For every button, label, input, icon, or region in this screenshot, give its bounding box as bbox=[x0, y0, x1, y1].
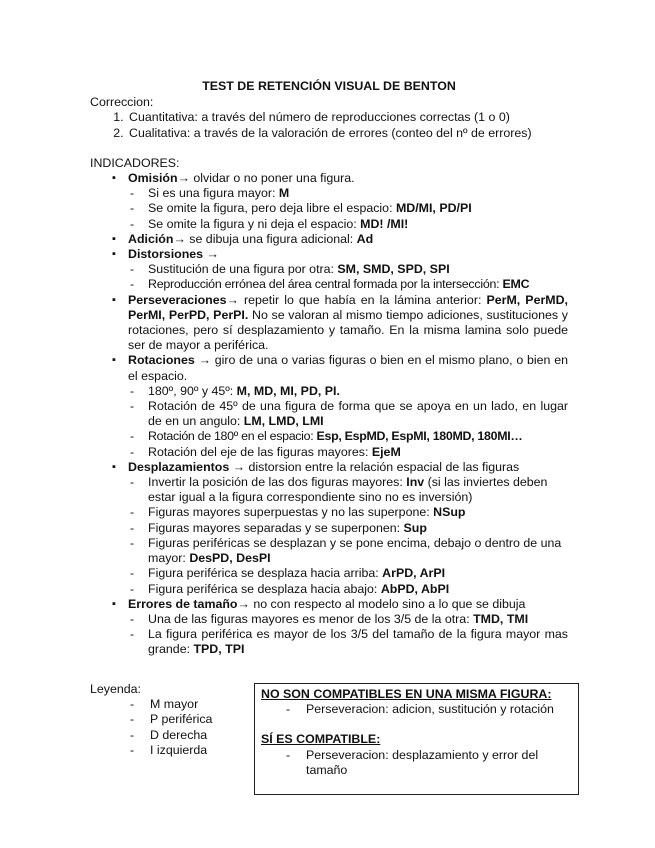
not-compatible-heading: NO SON COMPATIBLES EN UNA MISMA FIGURA: bbox=[261, 687, 552, 701]
correccion-item: 2. Cualitativa: a través de la valoración de errores (conteo del nº de errores) bbox=[127, 126, 568, 141]
indicador-perseveraciones bbox=[90, 293, 568, 354]
code: TPD, TPI bbox=[193, 642, 245, 657]
desc: → se dibuja una figura adicional: bbox=[173, 231, 357, 246]
sub-item: - Reproducción errónea del área central formada por la intersección: EMC bbox=[128, 277, 568, 292]
desc: → bbox=[203, 247, 219, 262]
leyenda bbox=[90, 682, 250, 758]
term: Errores de tamaño bbox=[128, 596, 238, 611]
code: Ad bbox=[356, 231, 374, 246]
code: M bbox=[278, 186, 290, 201]
sub-item: - Rotación de 45º de una figura de forma que se apoya en un lado, en lugar de en un angulo: LM, LMD, LMI bbox=[128, 399, 568, 429]
indicador-desplazamientos bbox=[90, 460, 568, 597]
code: PerM, PerMD, PerMI, PerPD, PerPI. bbox=[128, 292, 568, 322]
indicador-omision bbox=[90, 171, 568, 232]
sub-item: - Figura periférica se desplaza hacia abajo: AbPD, AbPI bbox=[128, 582, 568, 597]
leyenda-item: - P periférica bbox=[130, 712, 250, 727]
code: M, MD, MI, PD, PI. bbox=[236, 383, 340, 398]
code: EjeM bbox=[371, 444, 401, 459]
code: ArPD, ArPI bbox=[382, 566, 446, 581]
term: Rotaciones bbox=[128, 353, 195, 368]
indicador-adicion bbox=[90, 232, 568, 247]
indicador-rotaciones bbox=[90, 353, 568, 459]
code: NSup bbox=[433, 505, 466, 520]
term: Desplazamientos bbox=[128, 459, 230, 474]
code: Sup bbox=[403, 520, 427, 535]
desc: → olvidar o no poner una figura. bbox=[177, 171, 355, 186]
compatibility-box bbox=[254, 683, 579, 795]
leyenda-item: - D derecha bbox=[130, 728, 250, 743]
sub-item: - Figuras periféricas se desplazan y se pone encima, debajo o dentro de una mayor: DesPD, DesPI bbox=[128, 536, 568, 566]
desc: → no con respecto al modelo sino a lo que se dibuja bbox=[237, 596, 526, 611]
term: Distorsiones bbox=[128, 247, 204, 262]
sub-item: - 180º, 90º y 45º: M, MD, MI, PD, PI. bbox=[128, 384, 568, 399]
sub-item: - Sustitución de una figura por otra: SM, SMD, SPD, SPI bbox=[128, 262, 568, 277]
leyenda-item: - I izquierda bbox=[130, 743, 250, 758]
term: Perseveraciones bbox=[128, 292, 227, 307]
sub-item: - Figuras mayores separadas y se superponen: Sup bbox=[128, 521, 568, 536]
code: Inv bbox=[406, 475, 425, 490]
sub-item: - Figuras mayores superpuestas y no las superpone: NSup bbox=[128, 505, 568, 520]
correccion-list bbox=[90, 110, 568, 140]
code: SM, SMD, SPD, SPI bbox=[337, 262, 450, 277]
term: Omisión bbox=[128, 171, 178, 186]
sub-item: - La figura periférica es mayor de los 3/5 del tamaño de la figura mayor mas grande: TPD, TPI bbox=[128, 627, 568, 657]
correccion-label: Correccion: bbox=[90, 95, 154, 110]
not-compatible-item: - Perseveracion: adicion, sustitución y rotación bbox=[286, 702, 572, 717]
desc: → distorsion entre la relación espacial de las figuras bbox=[229, 459, 520, 474]
sub-item: - Figura periférica se desplaza hacia arriba: ArPD, ArPI bbox=[128, 566, 568, 581]
desc-rest: No se valoran al mismo tiempo adiciones, sustituciones y rotaciones, pero sí desplazamiento y tamaño. En la misma lamina solo puede ser de mayor a periférica. bbox=[128, 307, 568, 353]
sub-item: - Se omite la figura, pero deja libre el espacio: MD/MI, PD/PI bbox=[128, 201, 568, 216]
code: TMD, TMI bbox=[473, 611, 529, 626]
leyenda-item: - M mayor bbox=[130, 697, 250, 712]
leyenda-label: Leyenda: bbox=[90, 682, 141, 696]
code: Esp, EspMD, EspMI, 180MD, 180MI… bbox=[316, 429, 523, 444]
sub-item: - Rotación de 180º en el espacio: Esp, EspMD, EspMI, 180MD, 180MI… bbox=[128, 429, 568, 444]
indicadores-list bbox=[90, 171, 568, 658]
desc: → giro de una o varias figuras o bien en el mismo plano, o bien en el espacio. bbox=[128, 353, 568, 383]
sub-item: - Rotación del eje de las figuras mayores: EjeM bbox=[128, 445, 568, 460]
page-title: TEST DE RETENCIÓN VISUAL DE BENTON bbox=[202, 79, 456, 93]
term: Adición bbox=[128, 231, 174, 246]
code: MD/MI, PD/PI bbox=[395, 201, 472, 216]
code: MD! /MI! bbox=[360, 216, 409, 231]
code: LM, LMD, LMI bbox=[243, 414, 324, 429]
sub-item: - Si es una figura mayor: M bbox=[128, 186, 568, 201]
sub-item: - Se omite la figura y ni deja el espacio: MD! /MI! bbox=[128, 217, 568, 232]
indicadores-label: INDICADORES: bbox=[90, 155, 180, 170]
desc: → repetir lo que había en la lámina anterior: bbox=[226, 292, 487, 307]
code: DesPD, DesPI bbox=[189, 551, 271, 566]
correccion-item: 1. Cuantitativa: a través del número de reproducciones correctas (1 o 0) bbox=[127, 110, 568, 125]
indicador-tamano bbox=[90, 597, 568, 658]
code: AbPD, AbPI bbox=[380, 581, 450, 596]
indicador-distorsiones bbox=[90, 247, 568, 293]
compatible-heading: SÍ ES COMPATIBLE: bbox=[261, 732, 381, 747]
sub-item: - Invertir la posición de las dos figuras mayores: Inv (si las inviertes deben estar igual a la figura correspondiente sino no es inversión) bbox=[128, 475, 568, 505]
document-body bbox=[90, 79, 568, 658]
sub-item: - Una de las figuras mayores es menor de los 3/5 de la otra: TMD, TMI bbox=[128, 612, 568, 627]
compatible-item: - Perseveracion: desplazamiento y error del tamaño bbox=[286, 748, 572, 778]
code: EMC bbox=[502, 277, 530, 292]
